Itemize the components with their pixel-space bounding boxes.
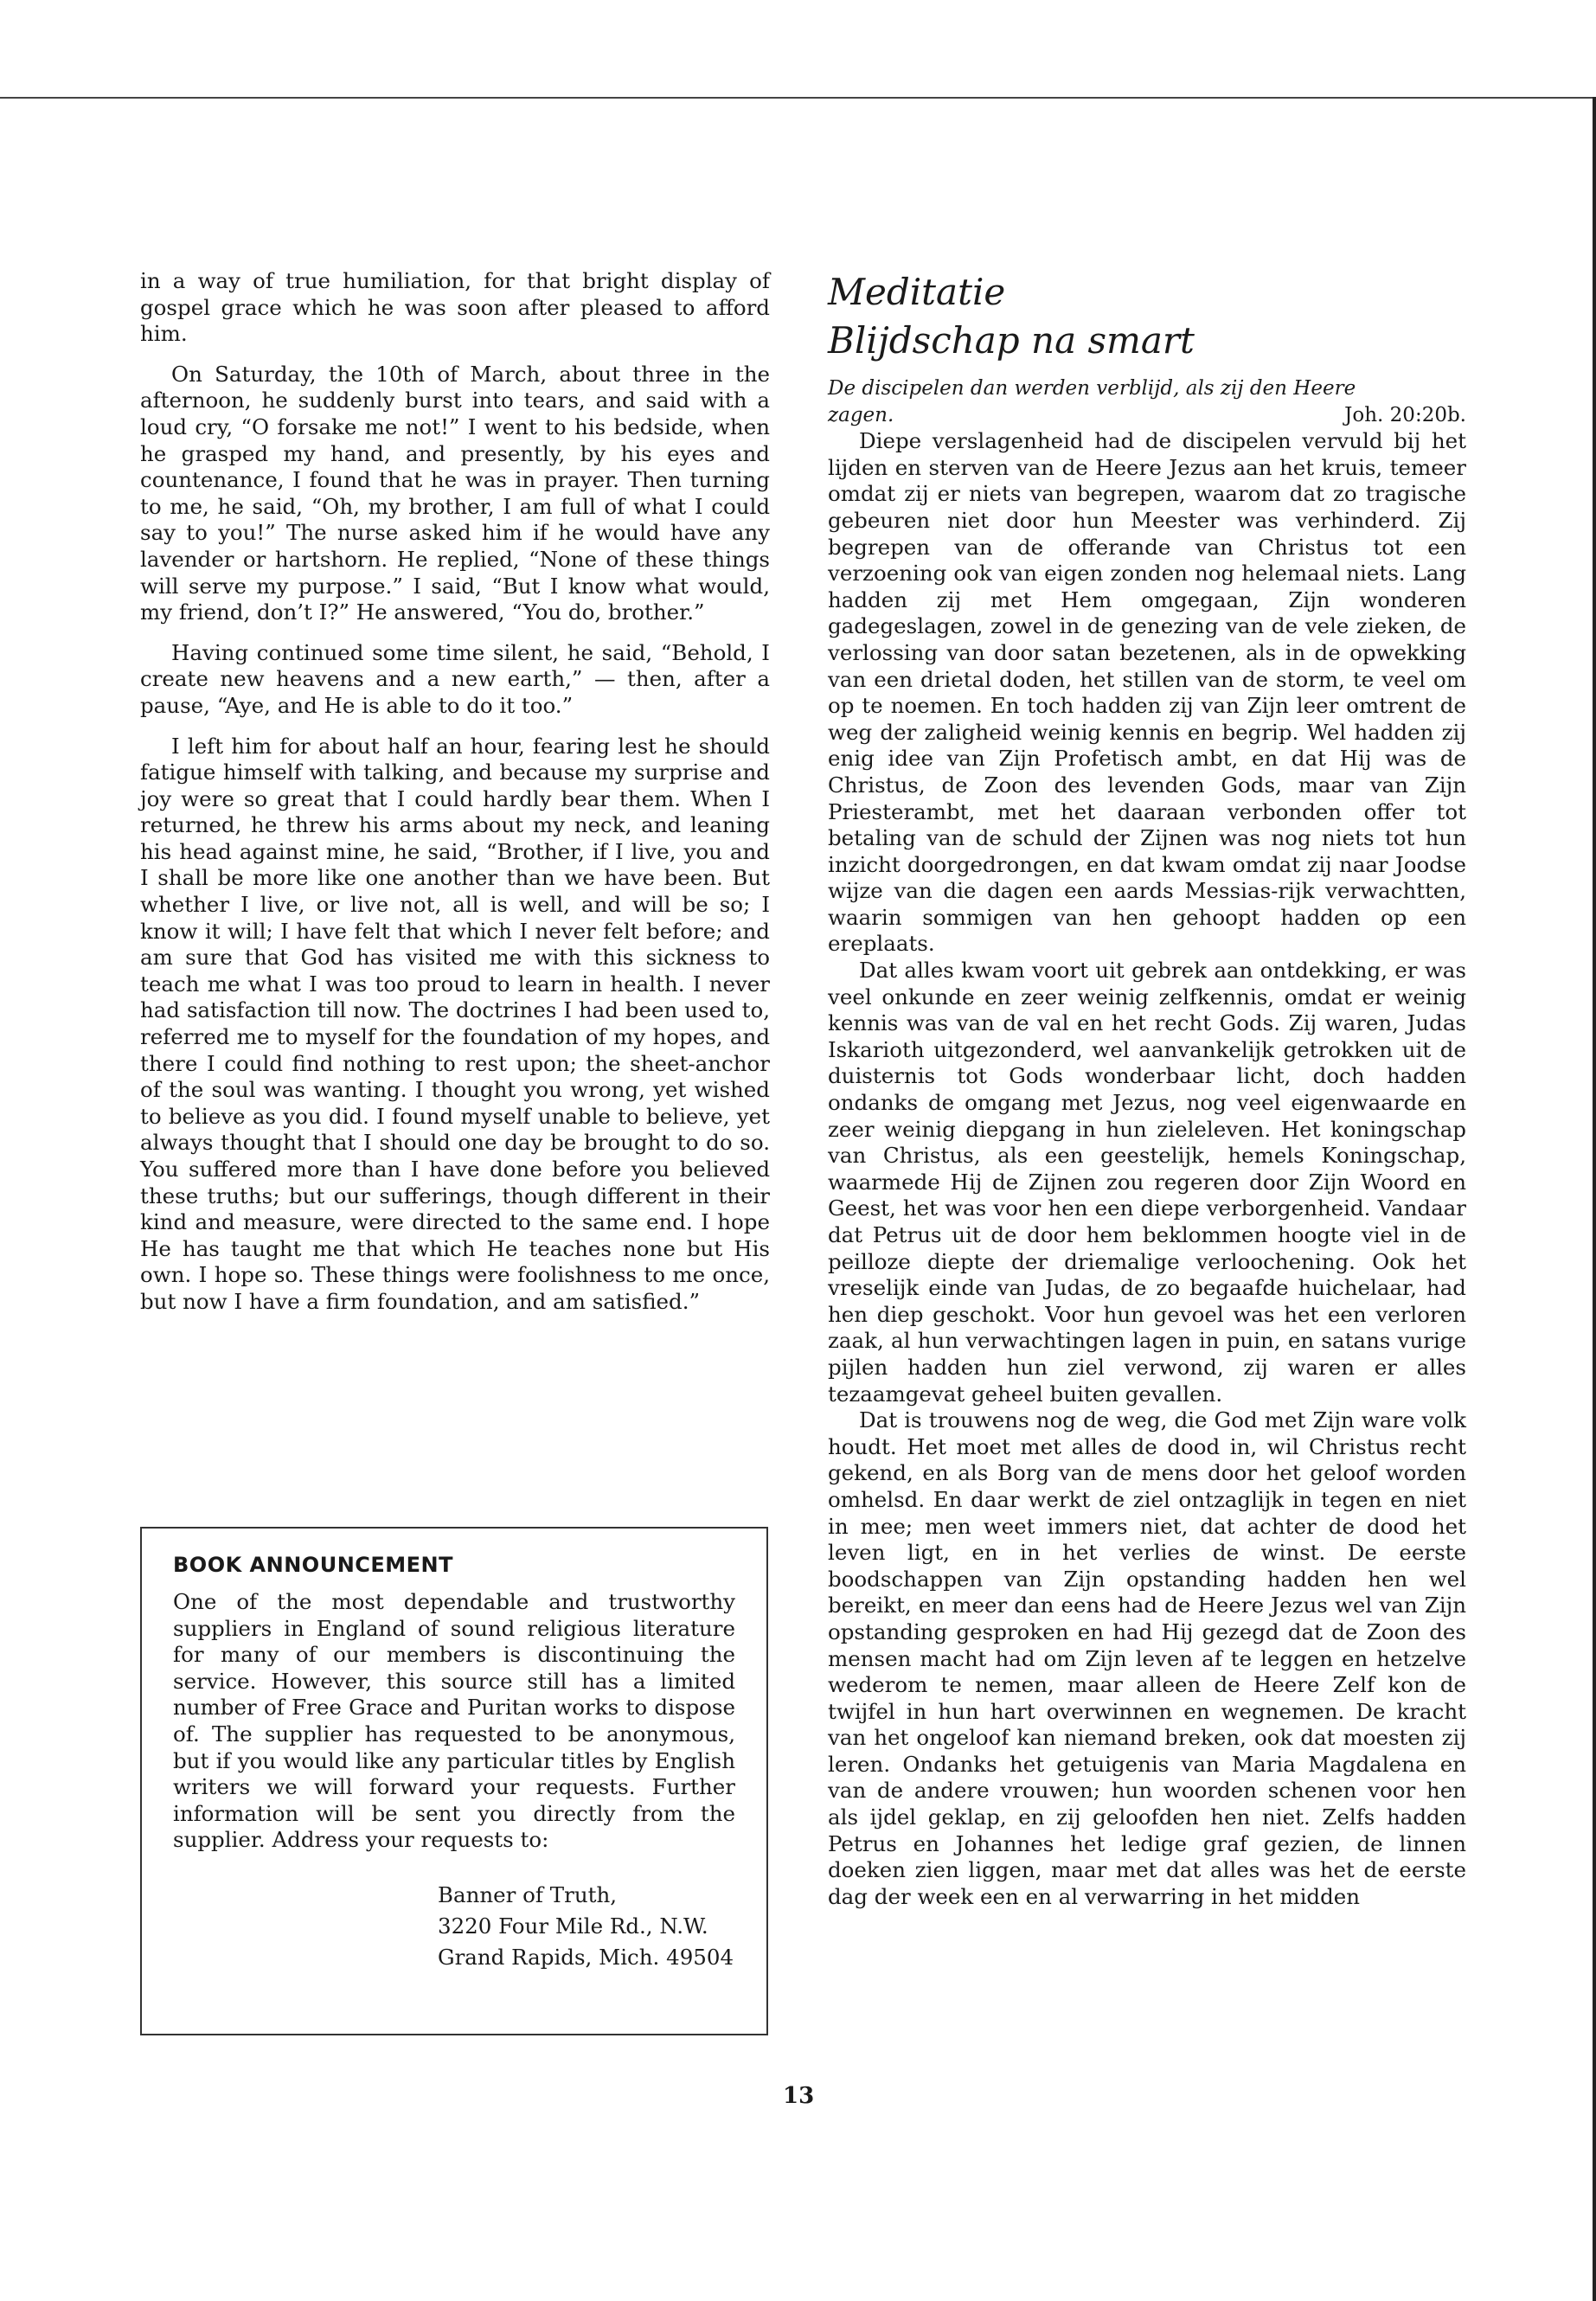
address-line-1: Banner of Truth, (438, 1881, 618, 1907)
right-paragraph-1: Diepe verslagenheid had de discipelen vervuld bij het lijden en sterven van de Heere Jezus aan het kruis, temeer omdat zij er niets van begrepen, waarom dat zo tragische gebeuren niet door hun Meester was verhinderd. Zij begrepen van de offerande van Christus tot een verzoening ook van eigen zonden nog helemaal niets. Lang hadden zij met Hem omgegaan, Zijn wonderen gadegeslagen, zowel in de genezing van de vele zieken, de verlossing van door satan bezetenen, als in de opwekking van een drietal doden, het stillen van de storm, te veel om op te noemen. En toch hadden zij van Zijn leer omtrent de weg der zaligheid weinig kennis en begrip. Wel hadden zij enig idee van Zijn Profetisch ambt, en dat Hij was de Christus, de Zoon des levenden Gods, maar van Zijn Priesterambt, met het daaraan verbonden offer tot betaling van de schuld der Zijnen was nog niets tot hun inzicht doorgedrongen, en dat kwam omdat zij naar Joodse wijze van die dagen een aards Messias-rijk verwachtten, waarin sommigen van hen gehoopt hadden op een ereplaats. (828, 428, 1466, 957)
page-number: 13 (783, 2083, 815, 2109)
left-paragraph-3: Having continued some time silent, he said, “Behold, I create new heavens and a new earth,” — then, after a pause, “Aye, and He is able to do it too.” (140, 639, 770, 718)
left-column (140, 268, 770, 1330)
page-edge (1593, 97, 1596, 2301)
address-line-2: 3220 Four Mile Rd., N.W. (438, 1913, 708, 1939)
left-paragraph-2: On Saturday, the 10th of March, about three in the afternoon, he suddenly burst into tears, and said with a loud cry, “O forsake me not!” I went to his bedside, when he grasped my hand, and presently, by his eyes and countenance, I found that he was in prayer. Then turning to me, he said, “Oh, my brother, I am full of what I could say to you!” The nurse asked him if he would have any lavender or hartshorn. He replied, “None of these things will serve my purpose.” I said, “But I know what would, my friend, don’t I?” He answered, “You do, brother.” (140, 361, 770, 625)
announcement-body: One of the most dependable and trustworthy suppliers in England of sound religious literature for many of our members is discontinuing the service. However, this source still has a limited number of Free Grace and Puritan works to dispose of. The supplier has requested to be anonymous, but if you would like any particular titles by English writers we will forward your requests. Further information will be sent you directly from the supplier. Address your requests to: (173, 1589, 735, 1853)
scripture-ref-line (828, 402, 1466, 429)
meditation-heading: Meditatie (828, 271, 1006, 313)
top-rule (0, 97, 1596, 99)
announcement-title: BOOK ANNOUNCEMENT (173, 1553, 454, 1577)
left-paragraph-4: I left him for about half an hour, fearing lest he should fatigue himself with talking, and because my surprise and joy were so great that I could hardly bear them. When I returned, he threw his arms about my neck, and leaning his head against mine, he said, “Brother, if I live, you and I shall be more like one another than we have been. But whether I live, or live not, all is well, and will be so; I know it will; I have felt that which I never felt before; and am sure that God has visited me with this sickness to teach me what I was too proud to learn in health. I never had satisfaction till now. The doctrines I had been used to, referred me to myself for the foundation of my hopes, and there I could find nothing to rest upon; the sheet-anchor of the soul was wanting. I thought you wrong, yet wished to believe as you did. I found myself unable to believe, yet always thought that I should one day be brought to do so. You suffered more than I have done before you believed these truths; but our sufferings, though different in their kind and measure, were directed to the same end. I hope He has taught me that which He teaches none but His own. I hope so. These things were foolishness to me once, but now I have a firm foundation, and am satisfied.” (140, 733, 770, 1314)
meditation-subtitle: Blijdschap na smart (828, 319, 1195, 362)
scripture-quote: De discipelen dan werden verblijd, als zij den Heere (828, 377, 1356, 400)
right-paragraph-2: Dat alles kwam voort uit gebrek aan ontdekking, er was veel onkunde en zeer weinig zelfkennis, omdat er weinig kennis was van de val en het recht Gods. Zij waren, Judas Iskarioth uitgezonderd, wel aanvankelijk getrokken uit de duisternis tot Gods wonderbaar licht, doch hadden ondanks de omgang met Jezus, nog veel eigenwaarde en zeer weinig diepgang in hun zieleleven. Het koningschap van Christus, als een geestelijk, hemels Koningschap, waarmede Hij de Zijnen zou regeren door Zijn Woord en Geest, het was voor hen een diepe verborgenheid. Vandaar dat Petrus uit de door hem beklommen hoogte viel in de peilloze diepte der driemalige verloochening. Ook het vreselijk einde van Judas, de zo begaafde huichelaar, had hen diep geschokt. Voor hun gevoel was het een verloren zaak, al hun verwachtingen lagen in puin, en satans vurige pijlen hadden hun ziel verwond, zij waren er alles tezaamgevat geheel buiten gevallen. (828, 958, 1466, 1407)
scripture-reference: Joh. 20:20b. (1344, 403, 1466, 426)
announcement-address (438, 1880, 735, 1973)
right-paragraph-3: Dat is trouwens nog de weg, die God met Zijn ware volk houdt. Het moet met alles de dood in, wil Christus recht gekend, en als Borg van de mens door het geloof worden omhelsd. En daar werkt de ziel ontzaglijk in tegen en niet in mee; men weet immers niet, dat achter de dood het leven ligt, en in het verlies de winst. De eerste boodschappen van Zijn opstanding hadden hen wel bereikt, en meer dan eens had de Heere Jezus wel van Zijn opstanding gesproken en had Hij gezegd dat de Zoon des mensen macht had om Zijn leven af te leggen en hetzelve wederom te nemen, maar alleen de Heere Zelf kon de twijfel in hun hart overwinnen en wegnemen. De kracht van het ongeloof kan niemand breken, ook dat moesten zij leren. Ondanks het getuigenis van Maria Magdalena en van de andere vrouwen; hun woorden schenen voor hen als ijdel geklap, en zij geloofden hen niet. Zelfs hadden Petrus en Johannes het ledige graf gezien, de linnen doeken zien liggen, maar met dat alles was het de eerste dag der week een en al verwarring in het midden (828, 1407, 1466, 1909)
right-column (828, 268, 1466, 1910)
book-announcement-box (140, 1527, 768, 2035)
left-paragraph-1: in a way of true humiliation, for that bright display of gospel grace which he was soon after pleased to afford him. (140, 268, 770, 347)
scripture-quote-end: zagen. (828, 403, 894, 426)
address-line-3: Grand Rapids, Mich. 49504 (438, 1944, 734, 1970)
